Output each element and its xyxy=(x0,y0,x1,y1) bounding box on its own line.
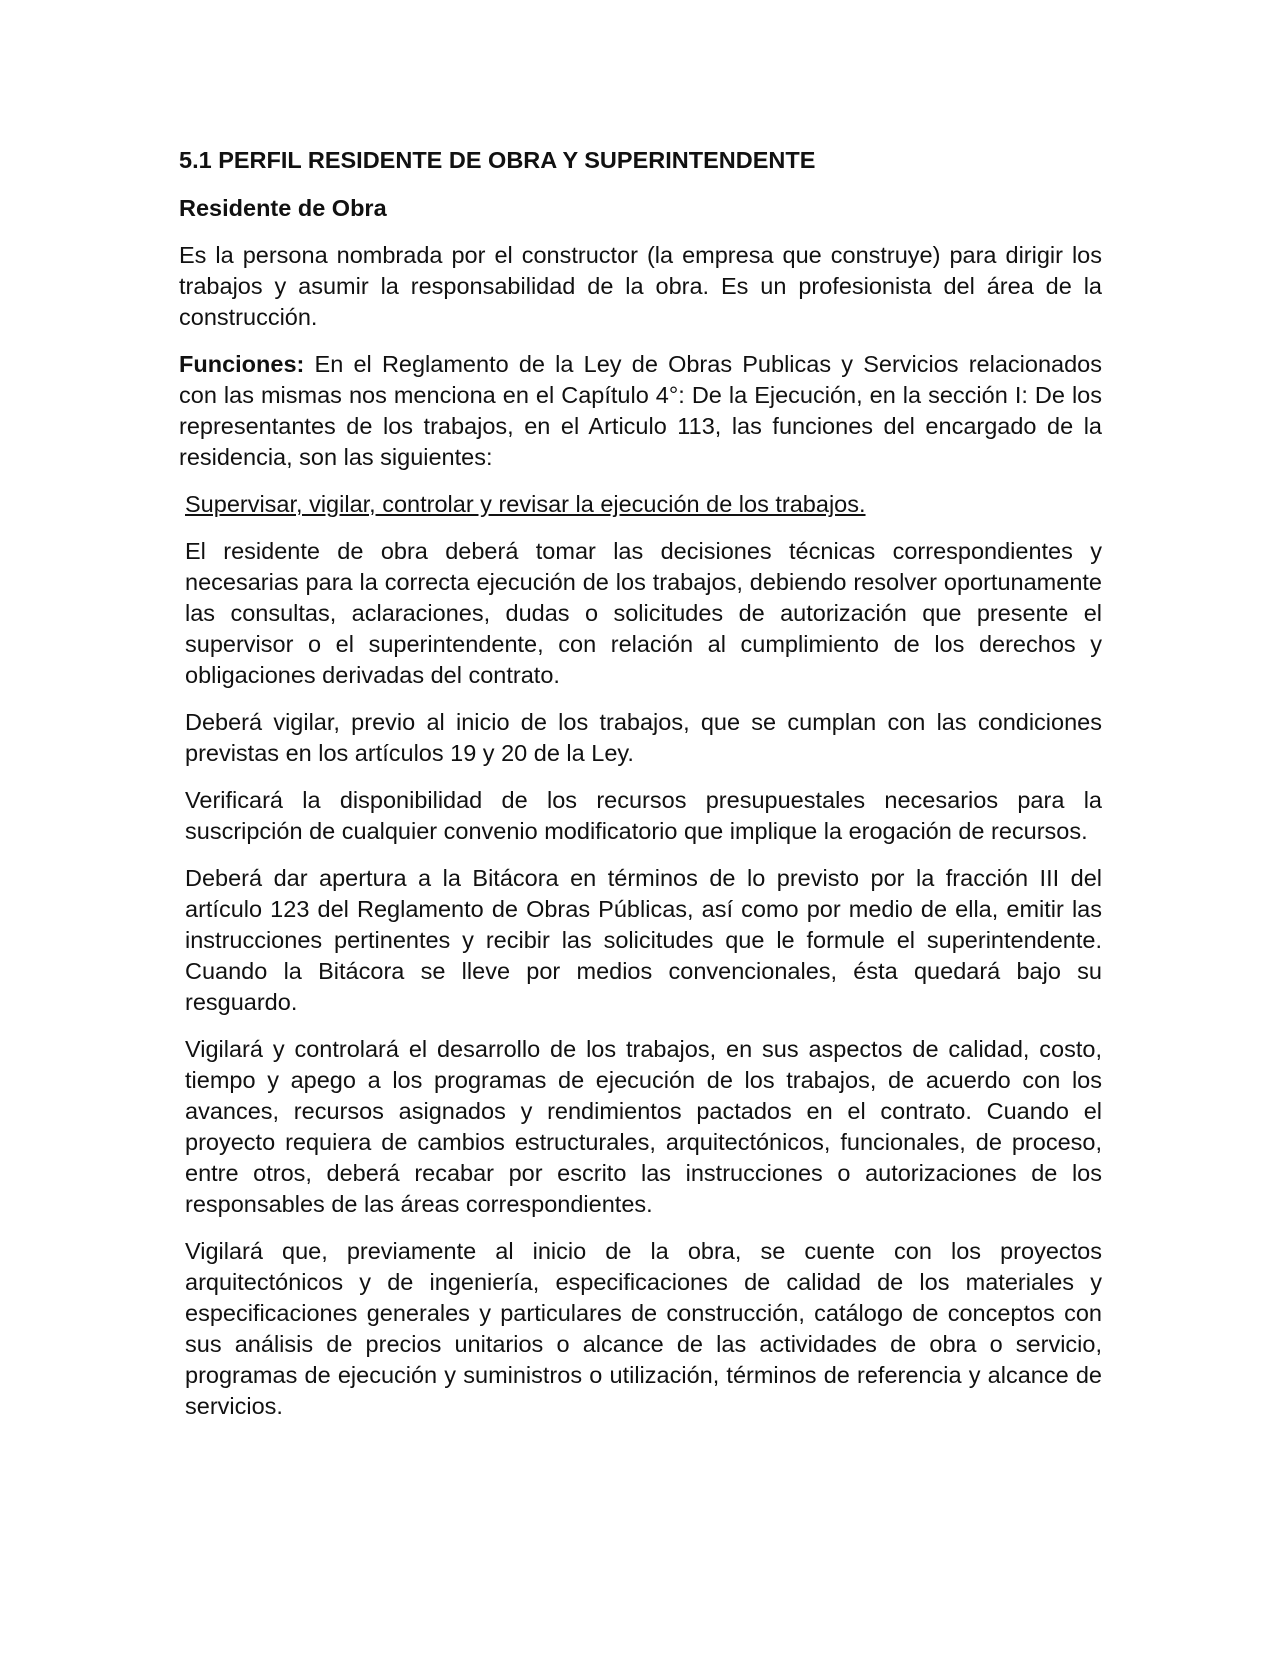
functions-text: En el Reglamento de la Ley de Obras Publicas y Servicios relacionados con las mismas nos menciona en el Capítulo 4°: De la Ejecución, en la sección I: De los representantes de los trabajos, en el Articulo 113, las funciones del encargado de la residencia, son las siguientes: xyxy=(179,351,1102,470)
subtitle: Residente de Obra xyxy=(179,195,387,221)
document-body xyxy=(179,145,1102,1438)
functions-paragraph xyxy=(179,349,1102,473)
section-title: 5.1 PERFIL RESIDENTE DE OBRA Y SUPERINTENDENTE xyxy=(179,147,816,173)
function-item-5: Vigilará y controlará el desarrollo de los trabajos, en sus aspectos de calidad, costo, tiempo y apego a los programas de ejecución de los trabajos, de acuerdo con los avances, recursos asignados y rendimientos pactados en el contrato. Cuando el proyecto requiera de cambios estructurales, arquitectónicos, funcionales, de proceso, entre otros, deberá recabar por escrito las instrucciones o autorizaciones de los responsables de las áreas correspondientes. xyxy=(185,1036,1102,1217)
function-item-3: Verificará la disponibilidad de los recursos presupuestales necesarios para la suscripción de cualquier convenio modificatorio que implique la erogación de recursos. xyxy=(185,787,1102,844)
function-item-2: Deberá vigilar, previo al inicio de los trabajos, que se cumplan con las condiciones previstas en los artículos 19 y 20 de la Ley. xyxy=(185,709,1102,766)
function-item-1: El residente de obra deberá tomar las decisiones técnicas correspondientes y necesarias para la correcta ejecución de los trabajos, debiendo resolver oportunamente las consultas, aclaraciones, dudas o solicitudes de autorización que presente el supervisor o el superintendente, con relación al cumplimiento de los derechos y obligaciones derivadas del contrato. xyxy=(185,538,1102,688)
function-item-6: Vigilará que, previamente al inicio de la obra, se cuente con los proyectos arquitectónicos y de ingeniería, especificaciones de calidad de los materiales y especificaciones generales y particulares de construcción, catálogo de conceptos con sus análisis de precios unitarios o alcance de las actividades de obra o servicio, programas de ejecución y suministros o utilización, términos de referencia y alcance de servicios. xyxy=(185,1238,1102,1419)
underlined-function-item: Supervisar, vigilar, controlar y revisar la ejecución de los trabajos. xyxy=(185,491,866,517)
function-item-4: Deberá dar apertura a la Bitácora en términos de lo previsto por la fracción III del artículo 123 del Reglamento de Obras Públicas, así como por medio de ella, emitir las instrucciones pertinentes y recibir las solicitudes que le formule el superintendente. Cuando la Bitácora se lleve por medios convencionales, ésta quedará bajo su resguardo. xyxy=(185,865,1102,1015)
functions-label: Funciones: xyxy=(179,351,305,377)
intro-paragraph: Es la persona nombrada por el constructor (la empresa que construye) para dirigir los trabajos y asumir la responsabilidad de la obra. Es un profesionista del área de la construcción. xyxy=(179,242,1102,330)
